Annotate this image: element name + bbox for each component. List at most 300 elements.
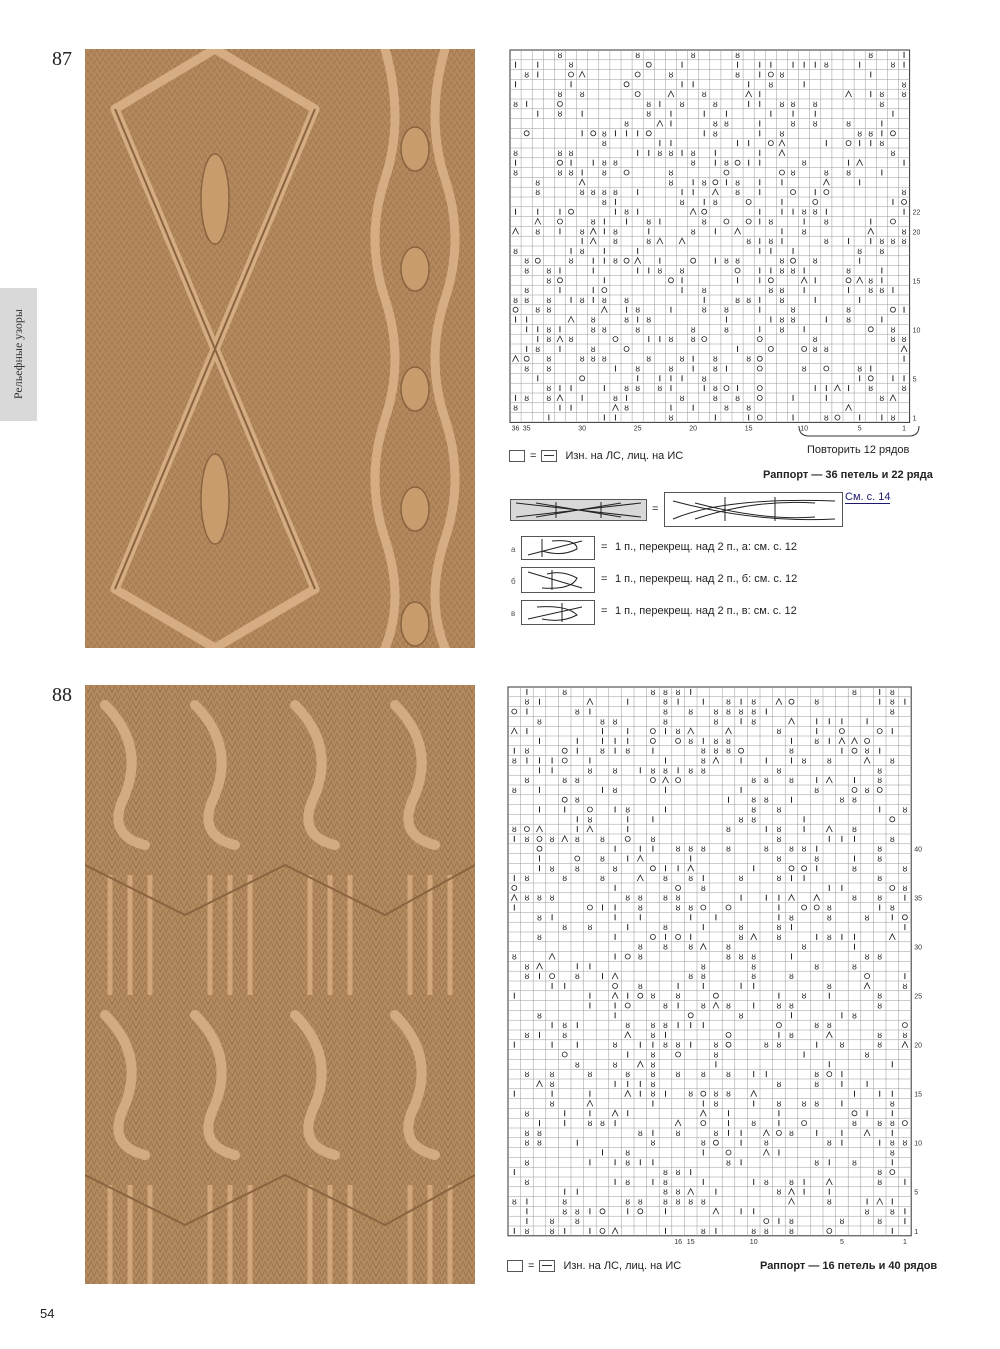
svg-text:ȣ: ȣ (524, 1177, 530, 1187)
svg-text:ȣ: ȣ (763, 1138, 769, 1148)
svg-text:ȣ: ȣ (701, 178, 707, 188)
svg-text:ȣ: ȣ (751, 707, 757, 717)
svg-text:ȣ: ȣ (650, 991, 656, 1001)
svg-text:ȣ: ȣ (852, 795, 857, 805)
svg-text:ȣ: ȣ (663, 687, 668, 697)
svg-text:ȣ: ȣ (877, 952, 883, 962)
chart-column-numbers (512, 425, 906, 432)
svg-text:ȣ: ȣ (675, 844, 681, 854)
svg-text:ȣ: ȣ (801, 756, 807, 766)
svg-text:ȣ: ȣ (700, 1138, 706, 1148)
svg-text:ȣ: ȣ (513, 295, 518, 305)
svg-text:ȣ: ȣ (568, 335, 574, 345)
svg-text:ȣ: ȣ (624, 315, 629, 325)
svg-text:ȣ: ȣ (789, 1226, 794, 1236)
svg-text:ȣ: ȣ (612, 1040, 618, 1050)
svg-text:ȣ: ȣ (789, 972, 794, 982)
svg-text:ȣ: ȣ (625, 1197, 631, 1207)
svg-text:ȣ: ȣ (826, 1021, 832, 1031)
svg-text:ȣ: ȣ (579, 246, 585, 256)
svg-text:ȣ: ȣ (852, 893, 857, 903)
svg-text:ȣ: ȣ (726, 942, 731, 952)
svg-text:ȣ: ȣ (776, 923, 782, 933)
svg-text:ȣ: ȣ (852, 962, 857, 972)
svg-text:ȣ: ȣ (889, 834, 895, 844)
svg-text:ȣ: ȣ (713, 1099, 719, 1109)
svg-text:ȣ: ȣ (549, 864, 555, 874)
svg-text:ȣ: ȣ (675, 1070, 681, 1080)
svg-text:ȣ: ȣ (700, 1226, 706, 1236)
svg-text:ȣ: ȣ (763, 776, 769, 786)
svg-text:ȣ: ȣ (814, 854, 820, 864)
svg-text:ȣ: ȣ (511, 952, 517, 962)
svg-text:ȣ: ȣ (524, 1138, 530, 1148)
svg-text:ȣ: ȣ (814, 1158, 820, 1168)
cross-equals: = (652, 503, 659, 515)
svg-text:ȣ: ȣ (663, 1197, 668, 1207)
svg-text:ȣ: ȣ (624, 207, 629, 217)
svg-text:ȣ: ȣ (864, 1050, 870, 1060)
svg-text:ȣ: ȣ (852, 687, 857, 697)
svg-text:ȣ: ȣ (812, 256, 818, 266)
svg-text:ȣ: ȣ (637, 981, 643, 991)
svg-text:ȣ: ȣ (524, 962, 530, 972)
svg-text:ȣ: ȣ (789, 1177, 794, 1187)
svg-text:ȣ: ȣ (768, 237, 774, 247)
svg-text:ȣ: ȣ (724, 256, 729, 266)
pattern-87-number: 87 (52, 48, 72, 70)
svg-text:ȣ: ȣ (601, 129, 607, 139)
symbol-b-marker: б (511, 577, 516, 586)
svg-text:ȣ: ȣ (624, 119, 629, 129)
svg-text:ȣ: ȣ (814, 1099, 820, 1109)
pattern-87-photo (85, 49, 475, 648)
svg-text:ȣ: ȣ (546, 335, 552, 345)
svg-text:ȣ: ȣ (600, 717, 605, 727)
svg-text:ȣ: ȣ (763, 795, 769, 805)
svg-text:ȣ: ȣ (814, 962, 820, 972)
legend-text: Изн. на ЛС, лиц. на ИС (565, 450, 684, 462)
pattern-87-rapport: Раппорт — 36 петель и 22 ряда (763, 469, 933, 481)
svg-text:ȣ: ȣ (726, 1001, 731, 1011)
svg-text:ȣ: ȣ (751, 776, 757, 786)
svg-text:ȣ: ȣ (814, 1021, 820, 1031)
symbol-a-text: 1 п., перекрещ. над 2 п., а: см. с. 12 (615, 541, 798, 553)
svg-text:ȣ: ȣ (724, 158, 729, 168)
svg-text:ȣ: ȣ (726, 1070, 731, 1080)
svg-text:ȣ: ȣ (688, 844, 694, 854)
svg-text:ȣ: ȣ (789, 844, 794, 854)
svg-text:ȣ: ȣ (724, 325, 729, 335)
svg-text:ȣ: ȣ (864, 785, 870, 795)
svg-text:ȣ: ȣ (568, 256, 574, 266)
svg-text:ȣ: ȣ (712, 99, 718, 109)
svg-text:ȣ: ȣ (713, 1128, 719, 1138)
svg-text:ȣ: ȣ (663, 766, 668, 776)
svg-text:ȣ: ȣ (901, 90, 907, 100)
svg-text:ȣ: ȣ (562, 1197, 568, 1207)
svg-text:ȣ: ȣ (587, 1070, 593, 1080)
svg-text:ȣ: ȣ (763, 1177, 769, 1187)
svg-text:ȣ: ȣ (814, 1070, 820, 1080)
symbol-a-equals: = (601, 541, 608, 553)
svg-text:ȣ: ȣ (663, 707, 668, 717)
svg-text:ȣ: ȣ (675, 1187, 681, 1197)
svg-text:ȣ: ȣ (549, 834, 555, 844)
svg-text:ȣ: ȣ (557, 168, 563, 178)
svg-text:ȣ: ȣ (812, 344, 818, 354)
svg-text:ȣ: ȣ (688, 972, 694, 982)
svg-text:ȣ: ȣ (537, 893, 542, 903)
svg-text:ȣ: ȣ (735, 50, 740, 60)
svg-text:ȣ: ȣ (675, 727, 681, 737)
svg-text:ȣ: ȣ (524, 70, 530, 80)
svg-text:ȣ: ȣ (635, 384, 641, 394)
svg-text:ȣ: ȣ (751, 805, 757, 815)
chart-column-numbers (674, 1239, 907, 1246)
svg-text:ȣ: ȣ (879, 393, 885, 403)
column-number: 10 (749, 1238, 758, 1246)
svg-text:ȣ: ȣ (637, 1128, 643, 1138)
svg-text:ȣ: ȣ (675, 1040, 681, 1050)
svg-text:ȣ: ȣ (624, 403, 629, 413)
svg-text:ȣ: ȣ (535, 344, 541, 354)
symbol-b-icon (521, 567, 595, 593)
pattern-87-repeat-label: Повторить 12 рядов (807, 444, 910, 456)
svg-text:ȣ: ȣ (579, 90, 585, 100)
svg-text:ȣ: ȣ (612, 766, 618, 776)
svg-text:ȣ: ȣ (713, 707, 719, 717)
svg-text:ȣ: ȣ (751, 972, 757, 982)
svg-text:ȣ: ȣ (625, 1177, 631, 1187)
svg-text:ȣ: ȣ (890, 325, 896, 335)
svg-text:ȣ: ȣ (812, 99, 818, 109)
svg-text:ȣ: ȣ (779, 315, 785, 325)
svg-text:ȣ: ȣ (724, 305, 729, 315)
svg-text:ȣ: ȣ (587, 815, 593, 825)
svg-text:ȣ: ȣ (790, 119, 796, 129)
svg-text:ȣ: ȣ (814, 697, 820, 707)
svg-text:ȣ: ȣ (612, 785, 618, 795)
svg-text:ȣ: ȣ (776, 834, 782, 844)
svg-text:ȣ: ȣ (823, 237, 829, 247)
svg-text:ȣ: ȣ (901, 384, 907, 394)
symbol-v-equals: = (601, 605, 608, 617)
svg-text:ȣ: ȣ (789, 1128, 794, 1138)
svg-text:ȣ: ȣ (562, 1207, 568, 1217)
svg-text:ȣ: ȣ (650, 687, 656, 697)
svg-text:ȣ: ȣ (679, 197, 685, 207)
row-number: 20 (912, 229, 921, 237)
svg-text:ȣ: ȣ (901, 237, 907, 247)
svg-text:ȣ: ȣ (700, 962, 706, 972)
see-page-link[interactable]: См. с. 14 (845, 491, 891, 503)
legend-equals: = (528, 1260, 535, 1272)
svg-text:ȣ: ȣ (574, 707, 580, 717)
svg-text:ȣ: ȣ (839, 1040, 845, 1050)
svg-text:ȣ: ȣ (601, 325, 607, 335)
svg-text:ȣ: ȣ (768, 217, 774, 227)
svg-text:ȣ: ȣ (864, 952, 870, 962)
svg-text:ȣ: ȣ (700, 972, 706, 982)
svg-text:ȣ: ȣ (712, 393, 718, 403)
svg-text:ȣ: ȣ (688, 874, 694, 884)
svg-text:ȣ: ȣ (879, 237, 885, 247)
svg-text:ȣ: ȣ (613, 227, 618, 237)
svg-text:ȣ: ȣ (601, 158, 607, 168)
svg-text:ȣ: ȣ (779, 286, 785, 296)
svg-text:ȣ: ȣ (801, 942, 807, 952)
svg-text:ȣ: ȣ (857, 246, 863, 256)
svg-text:ȣ: ȣ (601, 139, 607, 149)
svg-text:ȣ: ȣ (790, 266, 796, 276)
column-number: 1 (902, 425, 907, 433)
svg-text:ȣ: ȣ (801, 991, 807, 1001)
row-number: 1 (914, 1228, 919, 1236)
svg-text:ȣ: ȣ (877, 1001, 883, 1011)
svg-text:ȣ: ȣ (776, 1001, 782, 1011)
svg-text:ȣ: ȣ (700, 1197, 706, 1207)
svg-text:ȣ: ȣ (625, 1070, 631, 1080)
svg-text:ȣ: ȣ (839, 795, 845, 805)
svg-text:ȣ: ȣ (574, 1060, 580, 1070)
svg-text:ȣ: ȣ (826, 903, 832, 913)
svg-text:ȣ: ȣ (524, 1030, 530, 1040)
svg-text:ȣ: ȣ (801, 364, 807, 374)
svg-text:ȣ: ȣ (701, 90, 707, 100)
svg-text:ȣ: ȣ (789, 1001, 794, 1011)
svg-text:ȣ: ȣ (537, 1138, 542, 1148)
svg-text:ȣ: ȣ (789, 1030, 794, 1040)
svg-text:ȣ: ȣ (668, 148, 674, 158)
svg-text:ȣ: ȣ (546, 295, 552, 305)
svg-text:ȣ: ȣ (877, 1119, 883, 1129)
svg-text:ȣ: ȣ (675, 687, 681, 697)
chart-grid (510, 50, 910, 422)
column-number: 15 (744, 425, 753, 433)
chart-row-numbers (913, 210, 921, 423)
svg-text:ȣ: ȣ (524, 834, 530, 844)
svg-text:ȣ: ȣ (601, 197, 607, 207)
svg-text:ȣ: ȣ (826, 981, 832, 991)
svg-text:ȣ: ȣ (877, 1217, 883, 1227)
svg-text:ȣ: ȣ (690, 148, 696, 158)
svg-text:ȣ: ȣ (789, 746, 794, 756)
svg-text:ȣ: ȣ (600, 874, 605, 884)
svg-text:ȣ: ȣ (574, 776, 580, 786)
svg-text:ȣ: ȣ (562, 923, 568, 933)
column-number: 5 (857, 425, 862, 433)
cable-cross-symbol (510, 499, 647, 521)
svg-text:ȣ: ȣ (701, 217, 707, 227)
svg-text:ȣ: ȣ (879, 99, 885, 109)
svg-text:ȣ: ȣ (712, 364, 718, 374)
svg-text:ȣ: ȣ (776, 1099, 782, 1109)
svg-text:ȣ: ȣ (901, 227, 907, 237)
svg-text:ȣ: ȣ (613, 188, 618, 198)
svg-text:ȣ: ȣ (868, 286, 874, 296)
svg-text:ȣ: ȣ (690, 227, 696, 237)
svg-text:ȣ: ȣ (801, 158, 807, 168)
svg-text:ȣ: ȣ (668, 413, 674, 423)
pattern-87-chart (509, 48, 929, 443)
svg-text:ȣ: ȣ (763, 1040, 769, 1050)
svg-text:ȣ: ȣ (746, 403, 752, 413)
svg-text:ȣ: ȣ (549, 1070, 555, 1080)
column-number: 1 (902, 1238, 907, 1246)
svg-text:ȣ: ȣ (890, 148, 896, 158)
svg-text:ȣ: ȣ (823, 60, 829, 70)
svg-text:ȣ: ȣ (776, 727, 782, 737)
svg-text:ȣ: ȣ (901, 80, 907, 90)
svg-text:ȣ: ȣ (735, 393, 740, 403)
svg-text:ȣ: ȣ (613, 393, 618, 403)
svg-text:ȣ: ȣ (663, 717, 668, 727)
svg-text:ȣ: ȣ (826, 1138, 832, 1148)
row-number: 1 (912, 415, 917, 423)
legend-text: Изн. на ЛС, лиц. на ИС (563, 1260, 682, 1272)
svg-text:ȣ: ȣ (579, 188, 585, 198)
symbol-v-icon (521, 600, 595, 625)
svg-text:ȣ: ȣ (511, 1197, 517, 1207)
column-number: 10 (800, 425, 809, 433)
svg-text:ȣ: ȣ (574, 864, 580, 874)
svg-text:ȣ: ȣ (663, 893, 668, 903)
svg-text:ȣ: ȣ (549, 1099, 555, 1109)
svg-text:ȣ: ȣ (679, 393, 685, 403)
svg-text:ȣ: ȣ (513, 403, 518, 413)
svg-text:ȣ: ȣ (513, 168, 518, 178)
svg-text:ȣ: ȣ (663, 1021, 668, 1031)
svg-text:ȣ: ȣ (650, 1030, 656, 1040)
legend-equals: = (530, 450, 537, 462)
svg-text:ȣ: ȣ (857, 364, 863, 374)
svg-text:ȣ: ȣ (789, 776, 794, 786)
svg-text:ȣ: ȣ (688, 1197, 694, 1207)
svg-text:ȣ: ȣ (902, 805, 908, 815)
svg-text:ȣ: ȣ (889, 1138, 895, 1148)
svg-text:ȣ: ȣ (568, 60, 574, 70)
svg-text:ȣ: ȣ (726, 844, 731, 854)
svg-text:ȣ: ȣ (801, 1099, 807, 1109)
svg-text:ȣ: ȣ (657, 384, 663, 394)
row-number: 15 (914, 1091, 922, 1099)
svg-text:ȣ: ȣ (826, 756, 832, 766)
svg-text:ȣ: ȣ (823, 168, 829, 178)
svg-text:ȣ: ȣ (868, 276, 874, 286)
svg-text:ȣ: ȣ (675, 1168, 681, 1178)
svg-text:ȣ: ȣ (790, 168, 796, 178)
svg-text:ȣ: ȣ (513, 246, 518, 256)
svg-text:ȣ: ȣ (668, 168, 674, 178)
pattern-88-photo (85, 685, 475, 1284)
svg-text:ȣ: ȣ (879, 90, 885, 100)
svg-text:ȣ: ȣ (524, 286, 530, 296)
svg-text:ȣ: ȣ (668, 335, 674, 345)
svg-text:ȣ: ȣ (650, 1070, 656, 1080)
svg-text:ȣ: ȣ (738, 1011, 744, 1021)
pattern-87-legend (509, 450, 683, 462)
svg-text:ȣ: ȣ (877, 991, 883, 1001)
svg-text:ȣ: ȣ (562, 1021, 568, 1031)
svg-text:ȣ: ȣ (700, 844, 706, 854)
svg-text:ȣ: ȣ (688, 736, 694, 746)
svg-text:ȣ: ȣ (650, 1060, 656, 1070)
svg-text:ȣ: ȣ (601, 354, 607, 364)
svg-text:ȣ: ȣ (511, 785, 517, 795)
svg-text:ȣ: ȣ (724, 119, 729, 129)
svg-text:ȣ: ȣ (889, 697, 895, 707)
svg-text:ȣ: ȣ (868, 50, 874, 60)
svg-text:ȣ: ȣ (675, 1128, 681, 1138)
svg-text:ȣ: ȣ (579, 354, 585, 364)
svg-text:ȣ: ȣ (511, 756, 517, 766)
pattern-88-number: 88 (52, 684, 72, 706)
svg-text:ȣ: ȣ (890, 237, 896, 247)
chart-grid (508, 687, 911, 1236)
svg-text:ȣ: ȣ (537, 932, 542, 942)
svg-text:ȣ: ȣ (877, 844, 883, 854)
svg-text:ȣ: ȣ (524, 256, 530, 266)
row-number: 40 (914, 846, 922, 854)
svg-text:ȣ: ȣ (688, 942, 694, 952)
svg-text:ȣ: ȣ (700, 1070, 706, 1080)
svg-text:ȣ: ȣ (768, 80, 774, 90)
svg-text:ȣ: ȣ (579, 227, 585, 237)
svg-text:ȣ: ȣ (726, 1158, 731, 1168)
svg-text:ȣ: ȣ (712, 384, 718, 394)
svg-text:ȣ: ȣ (779, 256, 785, 266)
svg-text:ȣ: ȣ (537, 1011, 542, 1021)
svg-text:ȣ: ȣ (590, 315, 596, 325)
svg-text:ȣ: ȣ (801, 227, 807, 237)
svg-text:ȣ: ȣ (637, 893, 643, 903)
column-number: 15 (686, 1238, 695, 1246)
svg-text:ȣ: ȣ (601, 295, 607, 305)
row-number: 10 (914, 1140, 922, 1148)
svg-text:ȣ: ȣ (688, 707, 694, 717)
svg-text:ȣ: ȣ (701, 305, 707, 315)
svg-text:ȣ: ȣ (524, 972, 530, 982)
svg-text:ȣ: ȣ (812, 207, 818, 217)
svg-text:ȣ: ȣ (902, 981, 908, 991)
svg-text:ȣ: ȣ (679, 99, 685, 109)
svg-text:ȣ: ȣ (635, 50, 641, 60)
svg-text:ȣ: ȣ (663, 874, 668, 884)
svg-text:ȣ: ȣ (650, 1089, 656, 1099)
svg-text:ȣ: ȣ (776, 805, 782, 815)
svg-text:ȣ: ȣ (663, 1177, 668, 1187)
svg-text:ȣ: ȣ (511, 825, 517, 835)
column-number: 5 (839, 1238, 844, 1246)
svg-text:ȣ: ȣ (579, 295, 585, 305)
row-number: 22 (912, 209, 921, 217)
svg-text:ȣ: ȣ (751, 717, 757, 727)
pattern-88-legend (507, 1260, 681, 1272)
svg-text:ȣ: ȣ (902, 1030, 908, 1040)
svg-text:ȣ: ȣ (776, 1040, 782, 1050)
svg-text:ȣ: ȣ (663, 697, 668, 707)
svg-text:ȣ: ȣ (823, 413, 829, 423)
svg-text:ȣ: ȣ (700, 756, 706, 766)
svg-text:ȣ: ȣ (868, 129, 874, 139)
svg-text:ȣ: ȣ (612, 1060, 618, 1070)
svg-text:ȣ: ȣ (646, 315, 652, 325)
svg-text:ȣ: ȣ (790, 99, 796, 109)
svg-text:ȣ: ȣ (524, 295, 530, 305)
svg-text:ȣ: ȣ (675, 1197, 681, 1207)
svg-text:ȣ: ȣ (650, 834, 656, 844)
